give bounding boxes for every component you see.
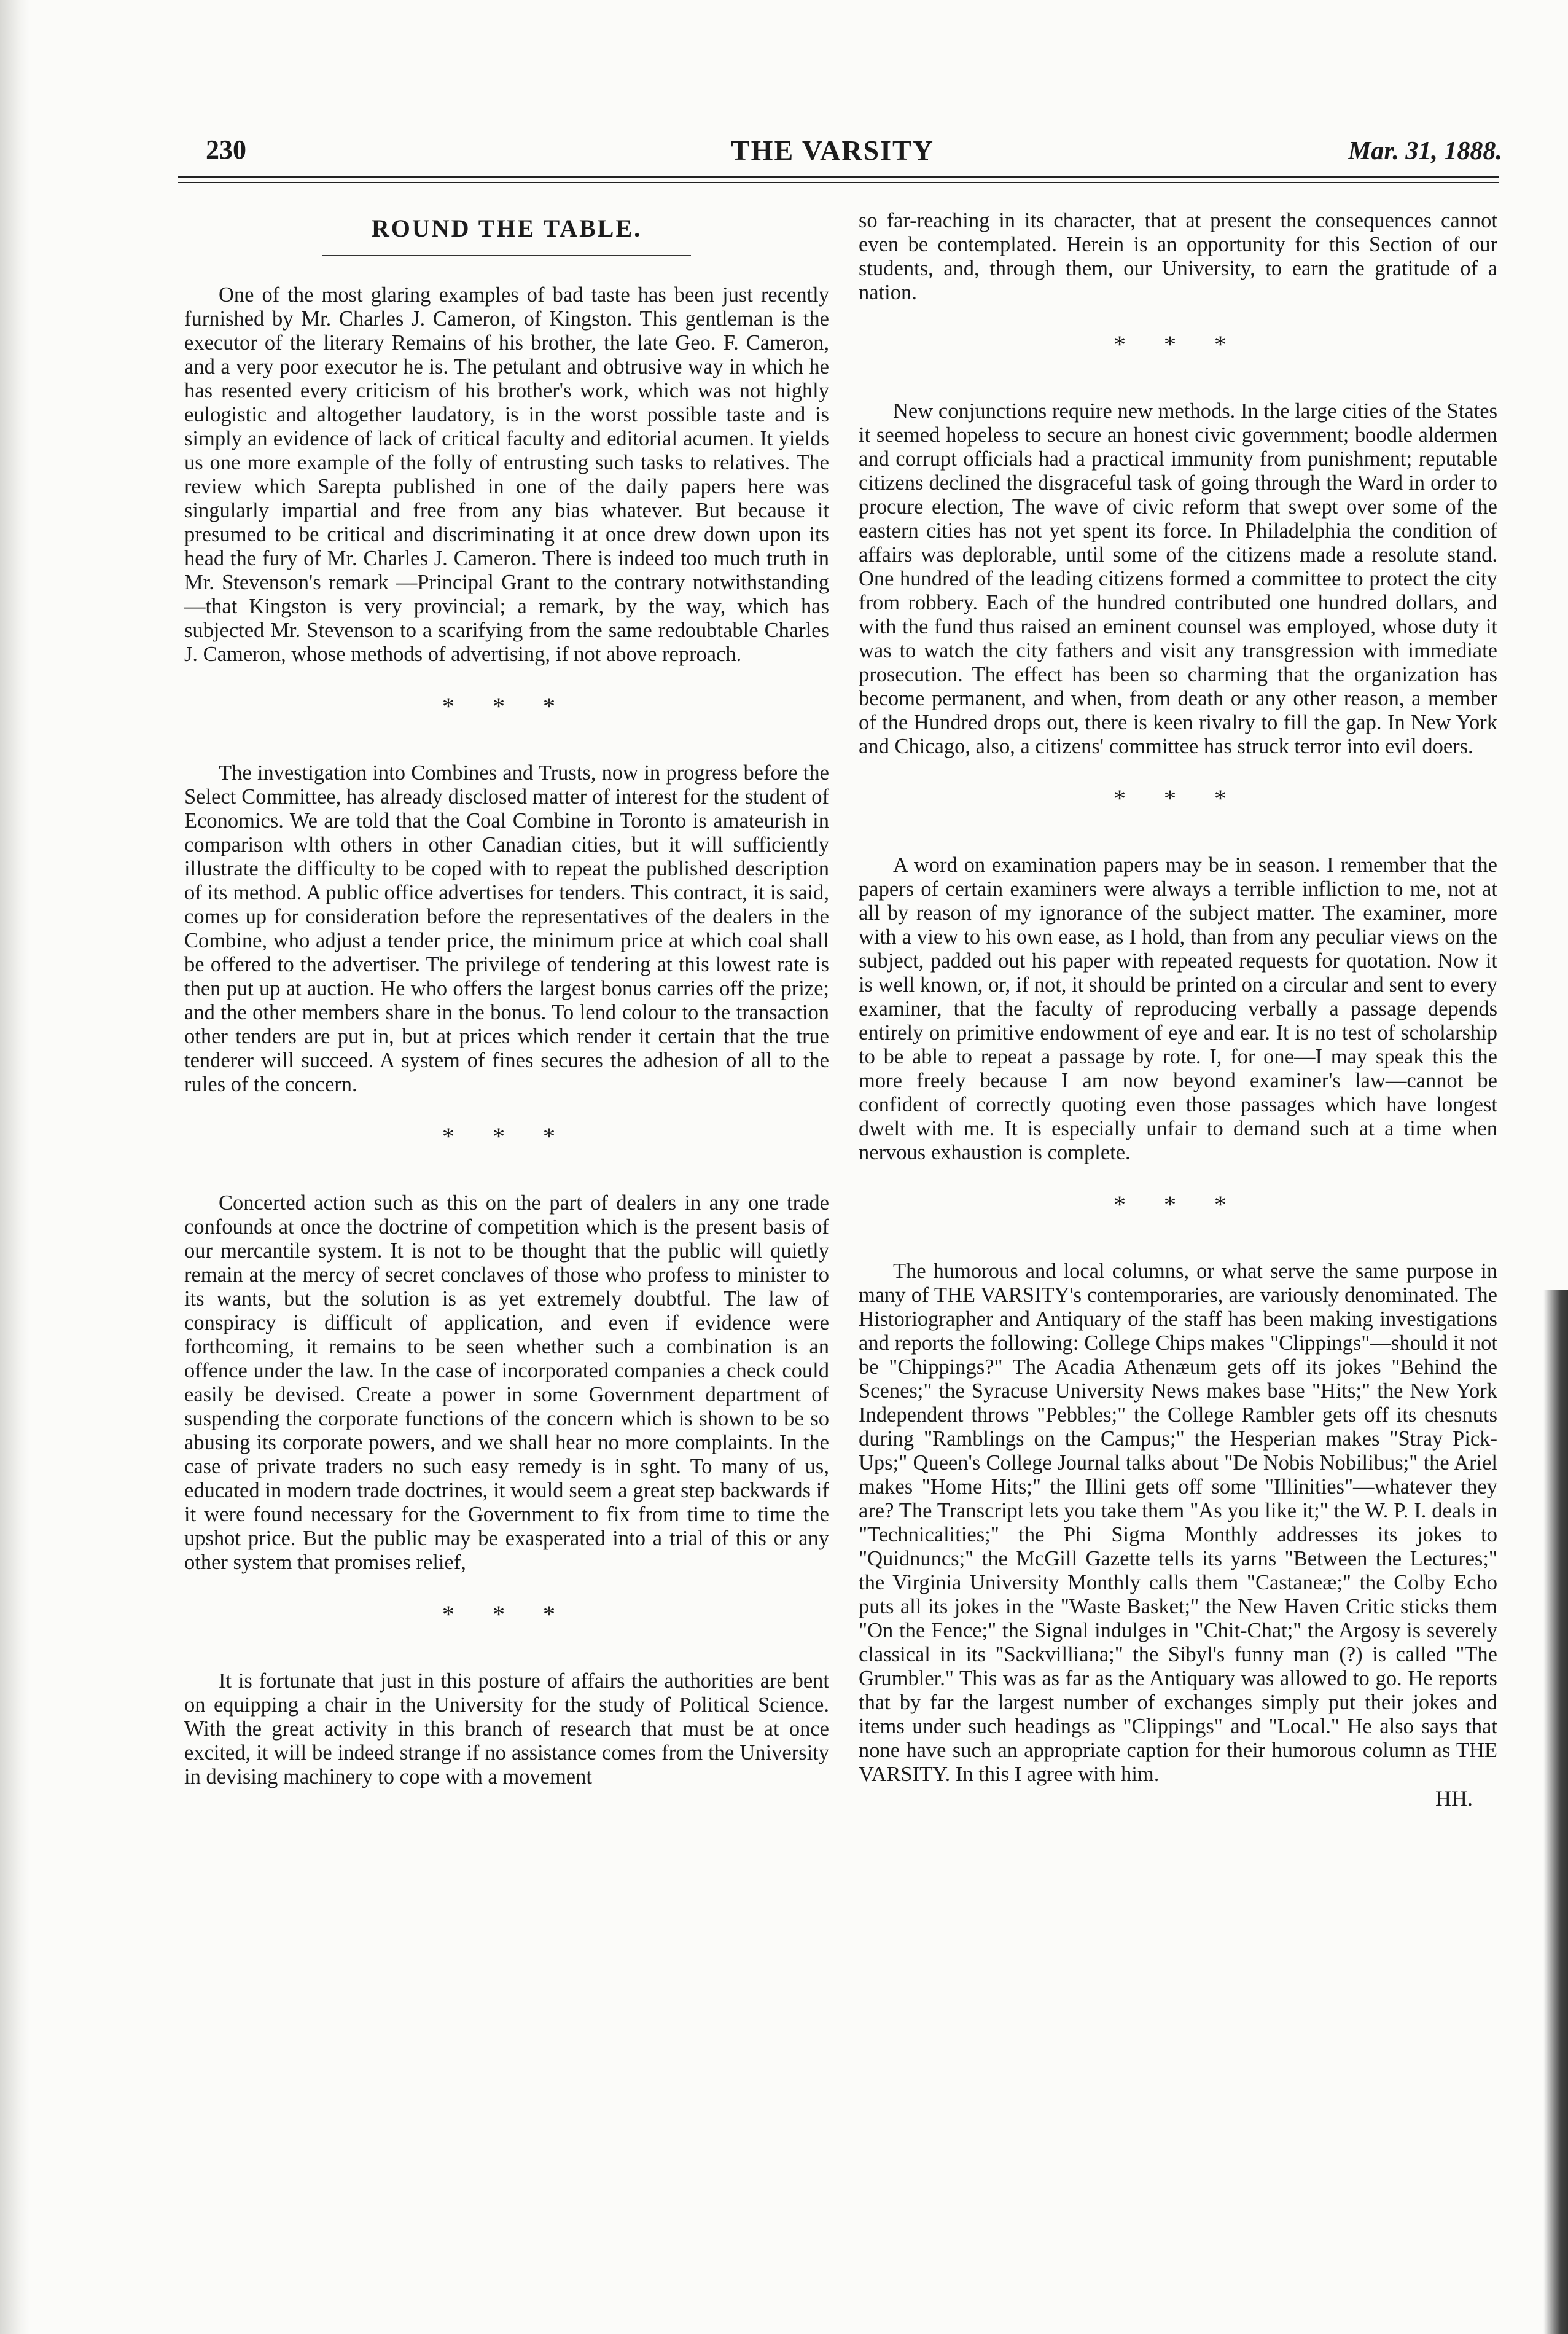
page-left-edge-shadow bbox=[0, 0, 29, 2334]
paragraph-humorous-columns: The humorous and local columns, or what serve the same purpose in many of THE VARSITY's contemporaries, are variously denominated. The Historiographer and Antiquary of the staff has been making investigations and reports the following: College Chips makes "Clippings"—should it not be "Chippings?" The Acadia Athenæum gets off its jokes "Behind the Scenes;" the Syracuse University News makes base "Hits;" the New York Independent throws "Pebbles;" the College Rambler gets off its chesnuts during "Ramblings on the Campus;" the Hesperian makes "Stray Pick-Ups;" Queen's College Journal talks about "De Nobis Nobilibus;" the Ariel makes "Home Hits;" the Illini gets off some "Illinities"—whatever they are? The Transcript lets you take them "As you like it;" the W. P. I. deals in "Technicalities;" the Phi Sigma Monthly addresses its jokes to "Quidnuncs;" the McGill Gazette tells its yarns "Between the Lectures;" the Virginia University Monthly calls them "Castaneæ;" the Colby Echo puts all its jokes in the "Waste Basket;" the New Haven Critic sticks them "On the Fence;" the Signal indulges in "Chit-Chat;" the Argosy is severely classical in its "Sackvilliana;" the Sibyl's funny man (?) is called "The Grumbler." This was as far as the Antiquary was allowed to go. He reports that by far the largest number of exchanges simply put their jokes and items under such headings as "Clippings" and "Local." He also says that none have such an appropriate caption for their humorous column as THE VARSITY. In this I agree with him. bbox=[859, 1259, 1497, 1786]
paragraph-concerted-action: Concerted action such as this on the part of dealers in any one trade confounds at once the doctrine of competition which is the present basis of our mercantile system. It is not to be thought that the public will quietly remain at the mercy of secret conclaves of those who profess to minister to its wants, but the solution is as yet extremely doubtful. The law of conspiracy is difficult of application, and even if evidence were forthcoming, it remains to be seen whether such a combination is an offence under the law. In the case of incorporated companies a check could easily be devised. Create a power in some Government department of suspending the corporate functions of the concern which is shown to be so abusing its corporate powers, and we shall hear no more complaints. In the case of private traders no such easy remedy is in sght. To many of us, educated in modern trade doctrines, it would seem a great step backwards if it were found necessary for the Government to fix from time to time the upshot price. But the public may be exasperated into a trial of this or any other system that promises relief, bbox=[184, 1191, 829, 1574]
paragraph-cameron: One of the most glaring examples of bad taste has been just recently furnished by Mr. Charles J. Cameron, of Kingston. This gentleman is the executor of the literary Remains of his brother, the late Geo. F. Cameron, and a very poor executor he is. The petulant and obtrusive way in which he has resented every criticism of his brother's work, which was not highly eulogistic and altogether laudatory, is in the worst possible taste and is simply an evidence of lack of critical faculty and editorial acumen. It yields us one more example of the folly of entrusting such tasks to relatives. The review which Sarepta published in one of the daily papers here was singularly impartial and free from any bias whatever. But because it presumed to be critical and discriminating it at once drew down upon its head the fury of Mr. Charles J. Cameron. There is indeed too much truth in Mr. Stevenson's remark —Principal Grant to the contrary notwithstanding—that Kingston is very provincial; a remark, by the way, which has subjected Mr. Stevenson to a scarifying from the same redoubtable Charles J. Cameron, whose methods of advertising, if not above reproach. bbox=[184, 283, 829, 666]
section-break-stars: * * * bbox=[442, 1122, 571, 1150]
section-break-stars: * * * bbox=[1114, 785, 1242, 812]
left-column bbox=[184, 209, 829, 1789]
section-break-stars: * * * bbox=[442, 1600, 571, 1628]
paragraph-examination-papers: A word on examination papers may be in season. I remember that the papers of certain examiners were always a terrible infliction to me, not at all by reason of my ignorance of the subject matter. The examiner, more with a view to his own ease, as I hold, than from any peculiar views on the subject, padded out his paper with repeated requests for quotation. Now it is well known, or, if not, it should be printed on a circular and sent to every examiner, that the faculty of reproducing verbally a passage depends entirely on primitive endowment of eye and ear. It is no test of scholarship to be able to repeat a passage by rote. I, for one—I may speak this the more freely because I am now beyond examiner's law—cannot be confident of correctly quoting even those passages which have longest dwelt with me. It is especially unfair to demand such at a time when nervous exhaustion is complete. bbox=[859, 853, 1497, 1164]
page-right-edge-shadow bbox=[1543, 1290, 1568, 2334]
header-rule-thick bbox=[178, 176, 1499, 178]
page-number: 230 bbox=[206, 135, 246, 165]
author-signature: HH. bbox=[1435, 1786, 1473, 1811]
section-break-stars: * * * bbox=[1114, 331, 1242, 358]
paragraph-combines: The investigation into Combines and Trusts, now in progress before the Select Committee, has already disclosed matter of interest for the student of Economics. We are told that the Coal Combine in Toronto is amateurish in comparison wlth others in other Canadian cities, but it will sufficiently illustrate the difficulty to be coped with to repeat the published description of its method. A public office advertises for tenders. This contract, it is said, comes up for consideration before the representatives of the dealers in the Combine, who adjust a tender price, the minimum price at which coal shall be offered to the advertiser. The privilege of tendering at this lowest rate is then put up at auction. He who offers the largest bonus carries off the prize; and the other members share in the bonus. To lend colour to the transaction other tenders are put in, but at prices which render it certain that the true tenderer will succeed. A system of fines secures the adhesion of all to the rules of the concern. bbox=[184, 761, 829, 1096]
issue-date: Mar. 31, 1888. bbox=[1348, 137, 1502, 165]
section-title: ROUND THE TABLE. bbox=[371, 214, 642, 242]
paragraph-political-science: It is fortunate that just in this posture of affairs the authorities are bent on equipping a chair in the University for the study of Political Science. With the great activity in this branch of research that must be at once excited, it will be indeed strange if no assistance comes from the University in devising machinery to cope with a movement bbox=[184, 1669, 829, 1788]
section-break-stars: * * * bbox=[1114, 1191, 1242, 1218]
paragraph-continuation: so far-reaching in its character, that at present the consequences cannot even be contemplated. Herein is an opportunity for this Section of our students, and, through them, our University, to earn the gratitude of a nation. bbox=[859, 209, 1497, 304]
section-title-rule bbox=[322, 255, 691, 256]
section-break-stars: * * * bbox=[442, 692, 571, 720]
running-title: THE VARSITY bbox=[731, 135, 934, 166]
paragraph-civic-reform: New conjunctions require new methods. In the large cities of the States it seemed hopeless to secure an honest civic government; boodle aldermen and corrupt officials had a practical immunity from punishment; reputable citizens declined the disgraceful task of going through the Ward in order to procure election, The wave of civic reform that swept over some of the eastern cities has not yet spent its force. In Philadelphia the condition of affairs was deplorable, until some of the citizens made a resolute stand. One hundred of the leading citizens formed a committee to protect the city from robbery. Each of the hundred contributed one hundred dollars, and with the fund thus raised an eminent counsel was employed, whose duty it was to watch the city fathers and visit any transgression with immediate prosecution. The effect has been so charming that the organization has become permanent, and when, from death or any other reason, a member of the Hundred drops out, there is keen rivalry to fill the gap. In New York and Chicago, also, a citizens' committee has struck terror into evil doers. bbox=[859, 399, 1497, 758]
right-column bbox=[859, 209, 1497, 1811]
header-rule-thin bbox=[178, 182, 1499, 183]
